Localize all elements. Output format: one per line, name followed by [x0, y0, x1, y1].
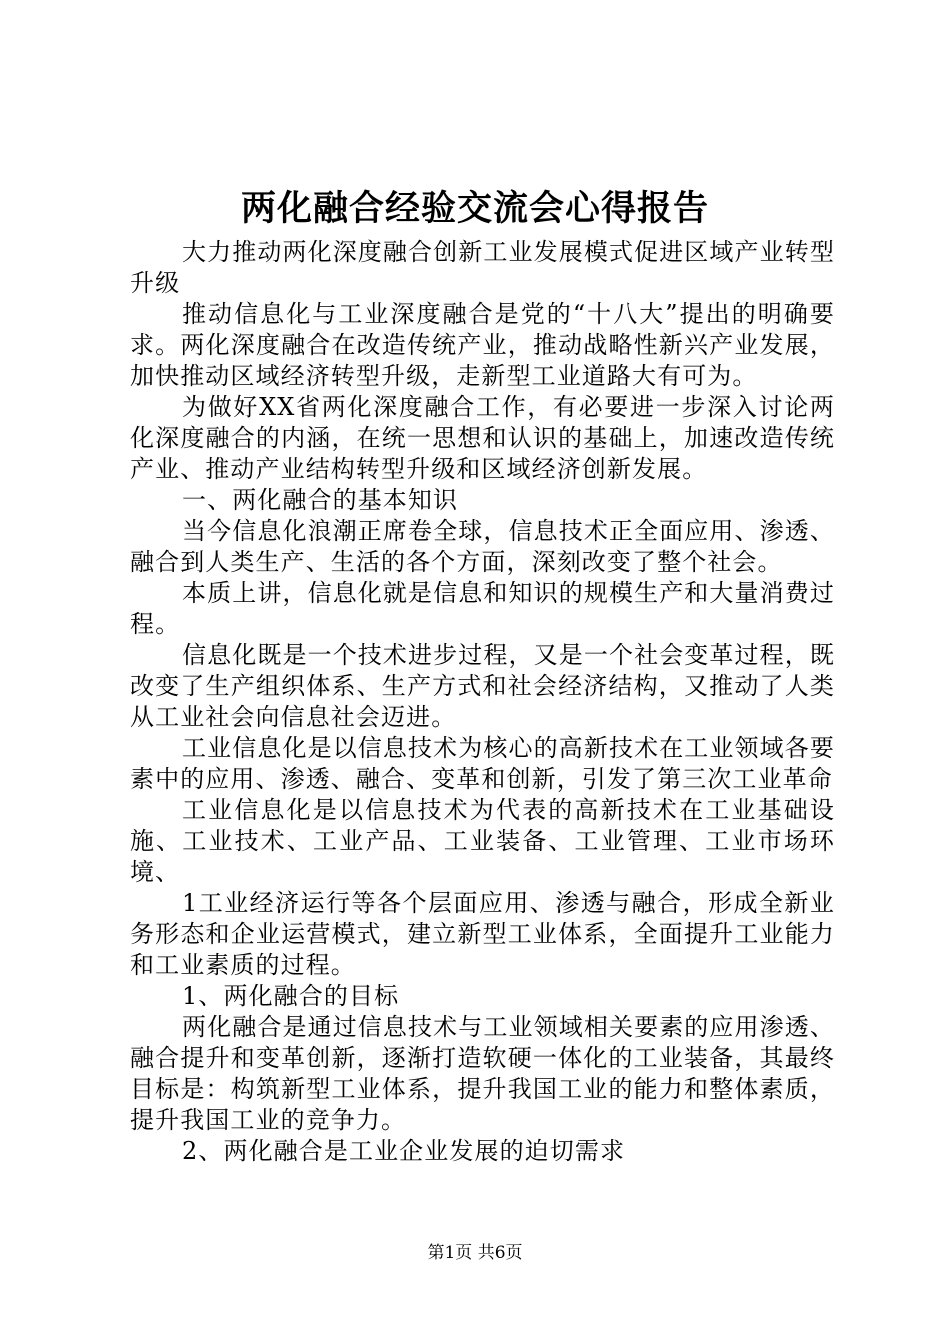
- paragraph: 工业信息化是以信息技术为代表的高新技术在工业基础设施、工业技术、工业产品、工业装备、工业管理、工业市场环境、: [130, 796, 835, 886]
- page-number-footer: 第1页 共6页: [427, 1243, 523, 1263]
- paragraph: 本质上讲，信息化就是信息和知识的规模生产和大量消费过程。: [130, 579, 835, 638]
- paragraph: 两化融合是通过信息技术与工业领域相关要素的应用渗透、融合提升和变革创新，逐渐打造软硬一体化的工业装备，其最终目标是：构筑新型工业体系，提升我国工业的能力和整体素质，提升我国工业的竞争力。: [130, 1013, 835, 1134]
- paragraph: 大力推动两化深度融合创新工业发展模式促进区域产业转型升级: [130, 238, 835, 297]
- paragraph: 当今信息化浪潮正席卷全球，信息技术正全面应用、渗透、融合到人类生产、生活的各个方面，深刻改变了整个社会。: [130, 517, 835, 576]
- section-heading: 一、两化融合的基本知识: [182, 486, 459, 514]
- paragraph: 工业信息化是以信息技术为核心的高新技术在工业领域各要素中的应用、渗透、融合、变革和创新，引发了第三次工业革命: [130, 734, 835, 793]
- subsection-heading: 1、两化融合的目标: [182, 982, 400, 1010]
- paragraph: 为做好XX省两化深度融合工作，有必要进一步深入讨论两化深度融合的内涵，在统一思想和认识的基础上，加速改造传统产业、推动产业结构转型升级和区域经济创新发展。: [130, 393, 835, 483]
- paragraph: 推动信息化与工业深度融合是党的“十八大”提出的明确要求。两化深度融合在改造传统产业，推动战略性新兴产业发展，加快推动区域经济转型升级，走新型工业道路大有可为。: [130, 300, 835, 390]
- document-body: [130, 237, 835, 1167]
- paragraph: 信息化既是一个技术进步过程，又是一个社会变革过程，既改变了生产组织体系、生产方式和社会经济结构，又推动了人类从工业社会向信息社会迈进。: [130, 641, 835, 731]
- subsection-heading: 2、两化融合是工业企业发展的迫切需求: [182, 1137, 626, 1165]
- paragraph: 1工业经济运行等各个层面应用、渗透与融合，形成全新业务形态和企业运营模式，建立新型工业体系，全面提升工业能力和工业素质的过程。: [130, 889, 835, 979]
- document-title: 两化融合经验交流会心得报告: [240, 188, 709, 229]
